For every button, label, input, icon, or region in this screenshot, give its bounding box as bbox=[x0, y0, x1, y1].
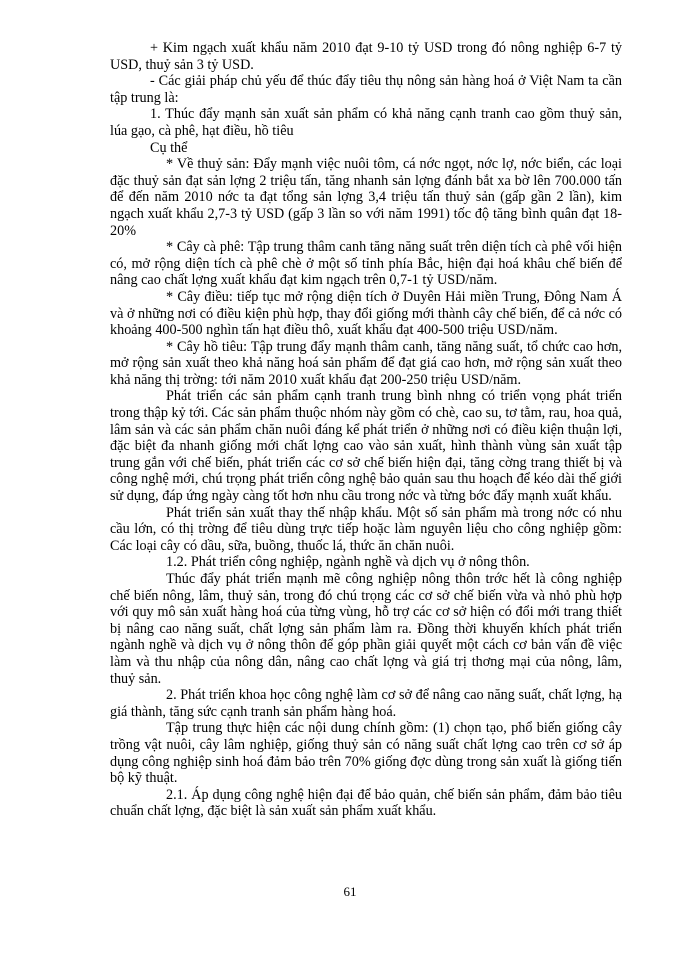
heading-science-technology: 2. Phát triển khoa học công nghệ làm cơ sở để nâng cao năng suất, chất lợng, hạ giá thành, tăng sức cạnh tranh sản phẩm hàng hoá. bbox=[110, 687, 622, 720]
paragraph-preservation: 2.1. Áp dụng công nghệ hiện đại để bảo quản, chế biến sản phẩm, đảm bảo tiêu chuẩn chất lợng, đặc biệt là sản xuất sản phẩm xuất khẩu. bbox=[110, 786, 622, 820]
heading-rural-industry: 1.2. Phát triển công nghiệp, ngành nghề và dịch vụ ở nông thôn. bbox=[166, 554, 530, 571]
paragraph-export-target: + Kim ngạch xuất khẩu năm 2010 đạt 9-10 tỷ USD trong đó nông nghiệp 6-7 tỷ USD, thuỷ sản 3 tỷ USD. bbox=[110, 40, 622, 73]
paragraph-coffee: * Cây cà phê: Tập trung thâm canh tăng năng suất trên diện tích cà phê vối hiện có, mở rộng diện tích cà phê chè ở một số tỉnh phía Bắc, hiện đại hoá khâu chế biến để nâng cao chất lợng xuất khẩu đạt kim ngạch trên 0,7-1 tỷ USD/năm. bbox=[110, 239, 622, 289]
paragraph-solutions-intro: - Các giải pháp chủ yếu để thúc đẩy tiêu thụ nông sản hàng hoá ở Việt Nam ta cần tập trung là: bbox=[110, 73, 622, 106]
paragraph-cashew: * Cây điều: tiếp tục mở rộng diện tích ở Duyên Hải miền Trung, Đông Nam Á và ở những nơi có điều kiện phù hợp, thay đổi giống mới thành cây chế biến, để cả nớc có khoảng 400-500 nghìn tấn hạt điều thô, xuất khẩu đạt 400-500 triệu USD/năm. bbox=[110, 288, 622, 339]
paragraph-breeding: Tập trung thực hiện các nội dung chính gồm: (1) chọn tạo, phổ biến giống cây trồng vật nuôi, cây lâm nghiệp, giống thuỷ sản có năng suất chất lợng cao trên cơ sở áp dụng công nghiệp sinh hoá đảm bảo trên 70% giống đợc dùng trong sản xuất là giống tiến bộ kỹ thuật. bbox=[110, 720, 622, 787]
paragraph-rural-industry: Thúc đẩy phát triển mạnh mẽ công nghiệp nông thôn trớc hết là công nghiệp chế biến nông, lâm, thuỷ sản, trong đó chú trọng các cơ sở chế biến vừa và nhỏ phù hợp với quy mô sản xuất hàng hoá của từng vùng, hỗ trợ các cơ sở hiện có đổi mới trang thiết bị nâng cao năng suất, chất lợng sản phẩm làm ra. Đồng thời khuyến khích phát triển ngành nghề và dịch vụ ở nông thôn để góp phần giải quyết một cách cơ bản vấn đề việc làm và thu nhập của nông dân, nâng cao chất lợng và giá trị thơng mại của nông, lâm, thuỷ sản. bbox=[110, 571, 622, 687]
page-number: 61 bbox=[343, 884, 357, 899]
paragraph-pepper: * Cây hồ tiêu: Tập trung đẩy mạnh thâm canh, tăng năng suất, tổ chức cao hơn, mở rộng sản xuất theo khả năng hoá sản phẩm để đạt giá cao hơn, mở rộng sản xuất theo khả năng thị trờng: tới năm 2010 xuất khẩu đạt 200-250 triệu USD/năm. bbox=[110, 338, 622, 388]
document-body bbox=[110, 40, 622, 820]
paragraph-specifically: Cụ thể bbox=[150, 139, 188, 156]
paragraph-competitive-products: 1. Thúc đẩy mạnh sản xuất sản phẩm có khả năng cạnh tranh cao gồm thuỷ sản, lúa gạo, cà phê, hạt điều, hồ tiêu bbox=[110, 106, 622, 139]
paragraph-import-substitution: Phát triển sản xuất thay thế nhập khẩu. Một số sản phẩm mà trong nớc có nhu cầu lớn, có thị trờng để tiêu dùng trực tiếp hoặc làm nguyên liệu cho công nghiệp gồm: Các loại cây có dầu, sữa, buồng, thuốc lá, thức ăn chăn nuôi. bbox=[110, 504, 622, 554]
paragraph-medium-products: Phát triển các sản phẩm cạnh tranh trung bình nhng có triển vọng phát triển trong thập kỷ tới. Các sản phẩm thuộc nhóm này gồm có chè, cao su, tơ tằm, rau, hoa quả, lâm sản và các sản phẩm chăn nuôi đáng kể phát triển ở những nơi có điều kiện thuận lợi, đặc biệt đa nhanh giống mới chất lợng cao vào sản xuất, hình thành vùng sản xuất tập trung gắn với chế biến, phát triển các cơ sở chế biến hiện đại, tăng cờng trang thiết bị và công nghệ mới, chú trọng phát triển công nghệ bảo quản sau thu hoạch để kéo dài thế giới sử dụng, đáp ứng ngày càng tốt hơn nhu cầu trong nớc và từng bớc đẩy mạnh xuất khẩu. bbox=[110, 388, 622, 505]
paragraph-seafood: * Về thuỷ sản: Đẩy mạnh việc nuôi tôm, cá nớc ngọt, nớc lợ, nớc biển, các loại đặc thuỷ sản đạt sản lợng 2 triệu tấn, tăng nhanh sản lợng đánh bắt xa bờ lên 700.000 tấn để đến năm 2010 nớc ta đạt tổng sản lợng 3,4 triệu tấn thuỷ sản (gấp gần 2 lần), kim ngạch xuất khẩu 2,7-3 tỷ USD (gấp 3 lần so với năm 1991) tốc độ tăng bình quân đạt 18-20% bbox=[110, 156, 622, 239]
